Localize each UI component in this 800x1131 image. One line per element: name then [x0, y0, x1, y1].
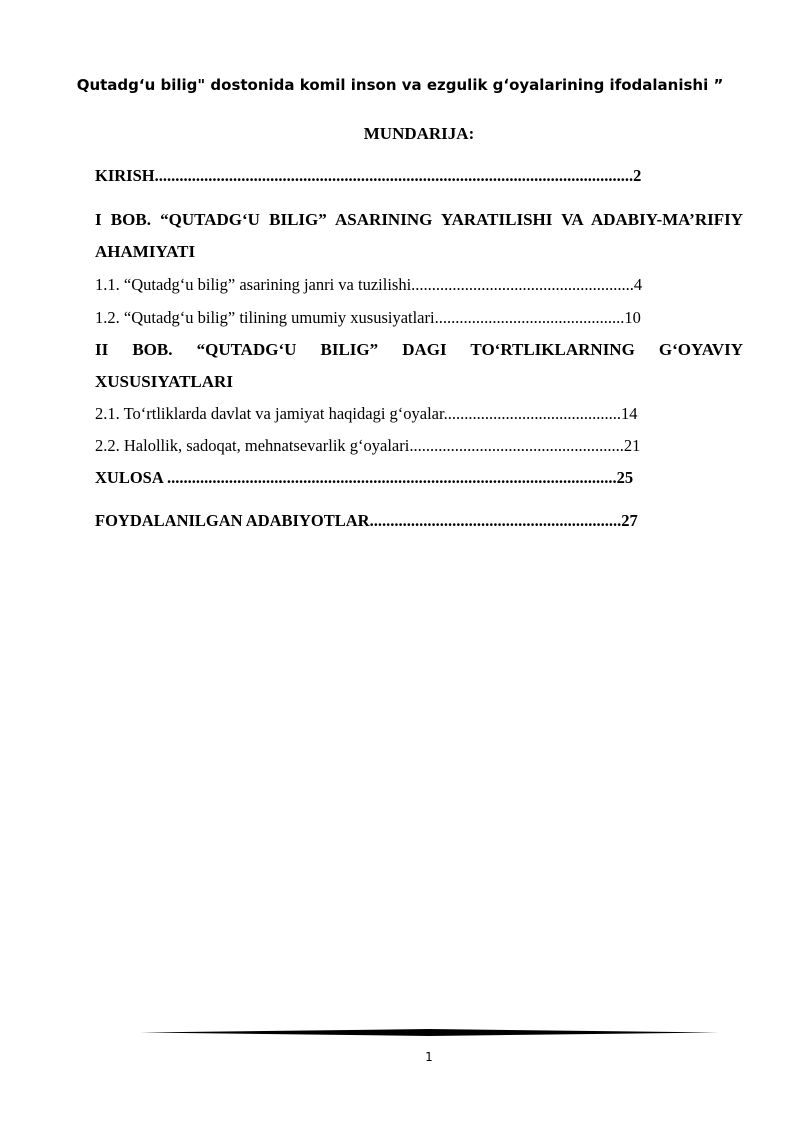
toc-heading: MUNDARIJA: — [363, 124, 475, 143]
toc-chapter-2: II BOB. “QUTADG‘U BILIG” DAGI TO‘RTLIKLARNING G‘OYAVIY XUSUSIYATLARI — [95, 340, 743, 391]
toc-entry-xulosa: XULOSA .............................................................................................................25 — [95, 468, 634, 487]
toc-entry-adabiyotlar: FOYDALANILGAN ADABIYOTLAR.............................................................27 — [95, 511, 638, 530]
toc-entry-kirish: KIRISH....................................................................................................................2 — [95, 166, 642, 185]
footer-divider — [140, 1029, 718, 1036]
page-number: 1 — [425, 1050, 433, 1064]
toc-entry-2-2: 2.2. Halollik, sadoqat, mehnatsevarlik g‘oyalari....................................................21 — [95, 436, 641, 455]
document-title: Qutadg‘u bilig" dostonida komil inson va ezgulik gʻoyalarining ifodalanishi ” — [76, 76, 724, 94]
toc-chapter-1: I BOB. “QUTADG‘U BILIG” ASARINING YARATILISHI VA ADABIY-MA’RIFIY AHAMIYATI — [95, 210, 743, 261]
toc-entry-2-1: 2.1. To‘rtliklarda davlat va jamiyat haqidagi g‘oyalar...........................................14 — [95, 404, 638, 423]
toc-entry-1-2: 1.2. “Qutadg‘u bilig” tilining umumiy xususiyatlari..............................................10 — [95, 308, 641, 327]
toc-entry-1-1: 1.1. “Qutadg‘u bilig” asarining janri va tuzilishi......................................................4 — [95, 275, 643, 294]
